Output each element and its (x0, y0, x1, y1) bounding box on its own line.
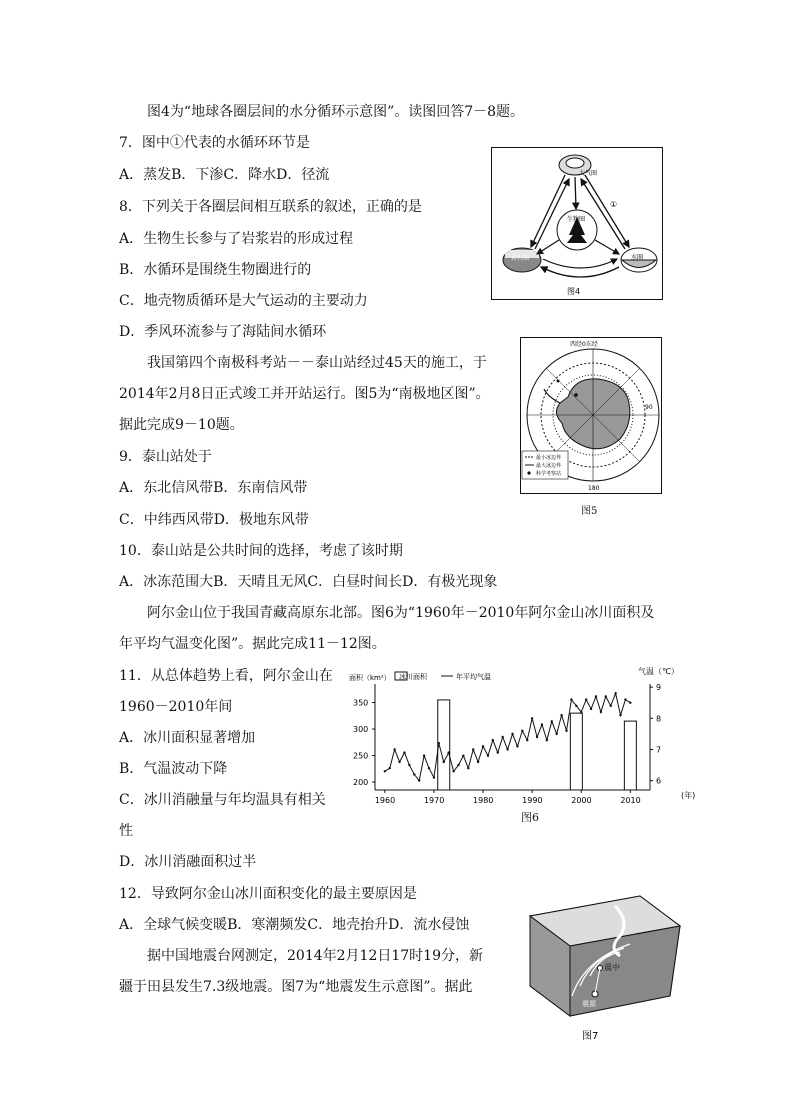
fig6-left-tick: 250 (353, 751, 369, 761)
fig6-temp-point (600, 711, 602, 713)
fig6-temp-point (570, 698, 572, 700)
fig5-lon-180: 180 (588, 485, 600, 492)
fig6-temp-point (575, 705, 577, 707)
fig4-caption: 图4 (567, 287, 581, 296)
fig6-temp-line (385, 693, 631, 780)
fig6-temp-point (595, 695, 597, 697)
fig6-temp-point (565, 730, 567, 732)
fig7-focus-label: 震源 (582, 1000, 596, 1008)
fig6-x-tick: 1990 (522, 796, 543, 805)
fig6-caption: 图6 (521, 811, 539, 824)
fig6-temp-point (614, 692, 616, 694)
intro-fig7-line1: 据中国地震台网测定，2014年2月12日17时19分，新 (147, 948, 483, 964)
fig4-atmosphere-label: 大气圈 (579, 170, 598, 177)
figure-6 (345, 662, 695, 824)
fig6-right-tick: 8 (656, 714, 662, 724)
intro-fig6-line2: 年平均气温变化图”。据此完成11－12图。 (119, 636, 386, 652)
q9-options-ab: A．东北信风带B．东南信风带 (119, 480, 308, 496)
question-7: 7．图中①代表的水循环环节是 (119, 135, 310, 151)
fig6-temp-point (447, 751, 449, 753)
fig6-temp-point (546, 739, 548, 741)
q8-option-a: A．生物生长参与了岩浆岩的形成过程 (119, 231, 354, 247)
fig6-left-tick: 350 (353, 698, 369, 708)
fig6-temp-point (389, 767, 391, 769)
q11-option-c: C．冰川消融量与年均温具有相关 (119, 792, 326, 808)
q11-option-d: D．冰川消融面积过半 (119, 854, 257, 870)
fig6-temp-point (526, 739, 528, 741)
fig6-temp-point (531, 717, 533, 719)
question-11-cont: 1960－2010年间 (119, 699, 233, 715)
fig5-legend-station: 科学考察站 (536, 471, 562, 477)
q10-options: A．冰冻范围大B．天晴且无风C．白昼时间长D．有极光现象 (119, 574, 498, 590)
fig6-left-unit: 面积（km²） (349, 674, 391, 682)
fig6-temp-point (457, 764, 459, 766)
fig6-temp-point (477, 761, 479, 763)
fig6-bar (624, 721, 636, 790)
intro-fig5-line2: 2014年2月8日正式竣工并开站运行。图5为“南极地区图”。 (119, 386, 490, 402)
fig6-temp-point (467, 767, 469, 769)
fig6-temp-point (472, 748, 474, 750)
fig6-bar (570, 713, 582, 790)
fig6-temp-point (629, 702, 631, 704)
fig6-temp-point (541, 723, 543, 725)
fig5-legend-max-ice: 最大冰边界 (536, 463, 562, 469)
question-8: 8．下列关于各圈层间相互联系的叙述，正确的是 (119, 199, 422, 215)
q11-option-b: B．气温波动下降 (119, 761, 228, 777)
intro-fig7-line2: 疆于田县发生7.3级地震。图7为“地震发生示意图”。据此 (119, 979, 473, 995)
fig6-temp-point (487, 755, 489, 757)
fig6-temp-point (418, 779, 420, 781)
fig6-temp-point (610, 705, 612, 707)
fig6-x-unit: (年) (681, 791, 695, 800)
fig6-x-tick: 1980 (473, 796, 494, 805)
q8-option-d: D．季风环流参与了海陆间水循环 (119, 324, 327, 340)
fig6-temp-point (624, 698, 626, 700)
question-11: 11．从总体趋势上看，阿尔金山在 (119, 668, 333, 684)
fig4-marker-1: ① (610, 200, 618, 209)
fig4-hydrosphere-label: 水圈 (631, 254, 644, 261)
fig6-temp-point (438, 742, 440, 744)
fig6-temp-point (408, 764, 410, 766)
fig6-temp-point (521, 730, 523, 732)
intro-fig4: 图4为“地球各圈层间的水分循环示意图”。读图回答7－8题。 (147, 104, 525, 120)
fig6-temp-point (619, 714, 621, 716)
fig6-temp-point (605, 695, 607, 697)
intro-fig5-line3: 据此完成9－10题。 (119, 417, 244, 433)
fig6-temp-point (398, 761, 400, 763)
fig6-temp-point (403, 751, 405, 753)
fig5-top-label: 西经0东经 (570, 341, 598, 348)
fig6-temp-point (384, 770, 386, 772)
q8-option-b: B．水循环是围绕生物圈进行的 (119, 262, 312, 278)
q8-option-c: C．地壳物质循环是大气运动的主要动力 (119, 293, 368, 309)
fig6-temp-point (492, 739, 494, 741)
fig4-lithosphere-label: 岩石圈 (511, 255, 530, 262)
q11-option-c-cont: 性 (119, 823, 133, 839)
fig6-right-unit: 气温（℃） (638, 667, 679, 676)
fig6-left-tick: 300 (353, 725, 369, 735)
fig6-temp-point (462, 755, 464, 757)
fig5-lon-90: 90 (645, 404, 653, 411)
intro-fig5-line1: 我国第四个南极科考站－－泰山站经过45天的施工，于 (147, 355, 487, 371)
fig6-x-tick: 2010 (620, 796, 641, 805)
fig5-caption: 图5 (581, 506, 598, 517)
figure-4 (491, 147, 663, 300)
fig5-legend-min-ice: 最小冰边界 (536, 455, 562, 461)
fig6-temp-point (501, 736, 503, 738)
fig6-x-tick: 1970 (423, 796, 445, 805)
fig6-temp-point (433, 776, 435, 778)
fig6-temp-point (580, 711, 582, 713)
fig6-temp-point (516, 745, 518, 747)
q11-option-a: A．冰川面积显著增加 (119, 730, 256, 746)
fig6-temp-point (482, 745, 484, 747)
fig7-caption: 图7 (582, 1031, 599, 1042)
intro-fig6-line1: 阿尔金山位于我国青藏高原东北部。图6为“1960年－2010年阿尔金山冰川面积及 (147, 605, 655, 621)
fig6-temp-point (585, 698, 587, 700)
fig6-temp-point (393, 748, 395, 750)
question-9: 9．泰山站处于 (119, 449, 212, 465)
question-10: 10．泰山站是公共时间的选择，考虑了该时期 (119, 543, 403, 559)
fig6-right-tick: 9 (656, 683, 662, 693)
fig6-temp-point (443, 761, 445, 763)
q9-options-cd: C．中纬西风带D．极地东风带 (119, 512, 309, 528)
fig6-temp-point (560, 714, 562, 716)
fig6-left-tick: 200 (353, 778, 369, 788)
fig6-legend-line: 年平均气温 (456, 673, 491, 681)
q7-options: A．蒸发B．下渗C．降水D．径流 (119, 167, 330, 183)
fig6-temp-point (497, 751, 499, 753)
fig6-right-tick: 6 (656, 776, 662, 786)
fig6-right-tick: 7 (656, 745, 662, 755)
question-12: 12．导致阿尔金山冰川面积变化的最主要原因是 (119, 886, 417, 902)
figure-7 (520, 886, 690, 1048)
fig6-temp-point (511, 733, 513, 735)
fig6-temp-point (536, 736, 538, 738)
fig6-temp-point (551, 720, 553, 722)
fig7-epicenter-label: 震中 (604, 963, 620, 972)
q12-options: A．全球气候变暖B．寒潮频发C．地壳抬升D．流水侵蚀 (119, 917, 470, 933)
fig6-temp-point (590, 708, 592, 710)
fig6-x-tick: 2000 (571, 796, 592, 805)
fig6-temp-point (452, 770, 454, 772)
fig6-temp-point (506, 748, 508, 750)
fig6-x-tick: 1960 (374, 796, 396, 805)
fig6-temp-point (428, 767, 430, 769)
figure-5 (520, 337, 662, 517)
fig6-legend-bar: 冰川面积 (399, 673, 427, 681)
fig6-temp-point (423, 755, 425, 757)
fig6-temp-point (555, 733, 557, 735)
fig6-temp-point (413, 773, 415, 775)
fig4-biosphere-label: 生物圈 (567, 216, 586, 223)
